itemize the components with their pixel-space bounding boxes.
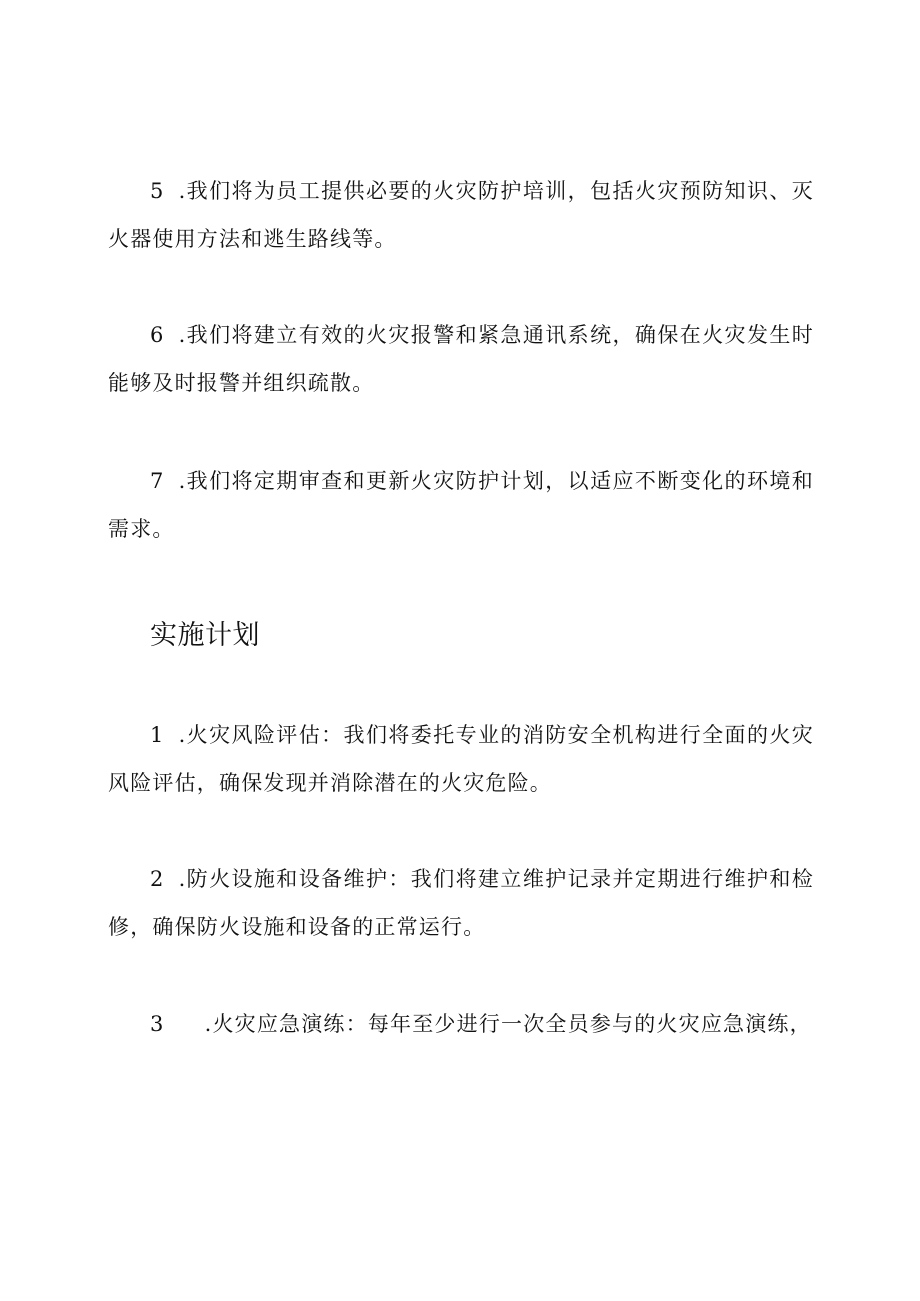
list-item-text: .防火设施和设备维护：我们将建立维护记录并定期进行维护和检修，确保防火设施和设备的正常运行。 <box>108 867 814 939</box>
list-item-text: .火灾风险评估：我们将委托专业的消防安全机构进行全面的火灾风险评估，确保发现并消除潜在的火灾危险。 <box>108 723 814 795</box>
list-item-number: 1 <box>150 723 165 747</box>
section-heading: 实施计划 <box>150 620 260 651</box>
plan-item-2 <box>108 855 814 951</box>
list-item-text: .火灾应急演练：每年至少进行一次全员参与的火灾应急演练， <box>204 1012 812 1036</box>
list-item-text: .我们将为员工提供必要的火灾防护培训，包括火灾预防知识、灭火器使用方法和逃生路线等。 <box>108 179 814 251</box>
list-item-5 <box>108 167 814 263</box>
list-item-text: .我们将定期审查和更新火灾防护计划，以适应不断变化的环境和需求。 <box>108 469 814 541</box>
list-item-7 <box>108 457 814 553</box>
list-item-number: 2 <box>150 867 165 891</box>
list-item-number: 6 <box>150 323 165 347</box>
list-item-text: .我们将建立有效的火灾报警和紧急通讯系统，确保在火灾发生时能够及时报警并组织疏散。 <box>108 323 814 395</box>
plan-item-1 <box>108 711 814 807</box>
list-item-number: 3 <box>150 1012 165 1036</box>
list-item-number: 5 <box>150 179 165 203</box>
list-item-6 <box>108 311 814 407</box>
plan-item-3 <box>108 1000 814 1048</box>
list-item-number: 7 <box>150 469 165 493</box>
